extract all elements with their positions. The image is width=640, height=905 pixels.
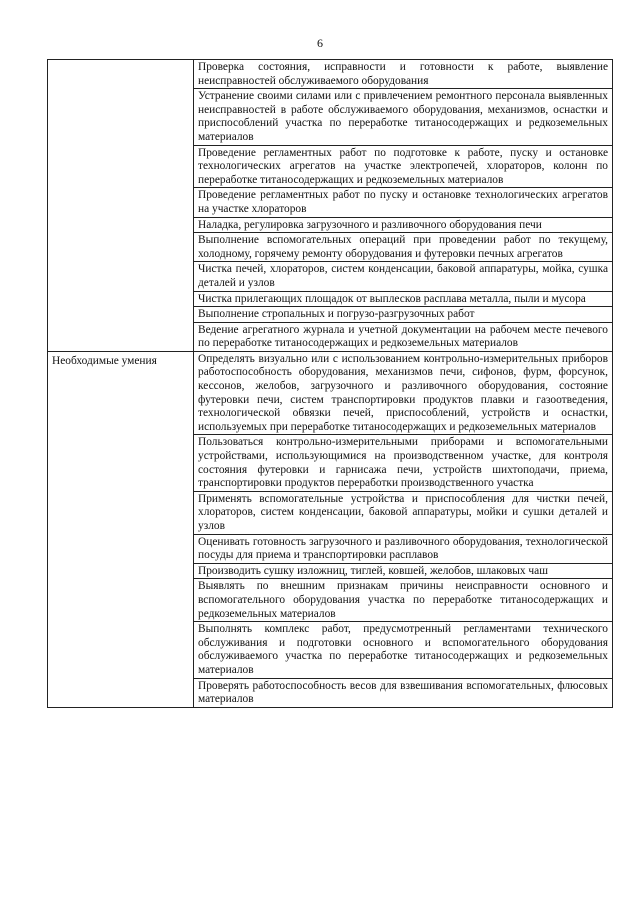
table-cell-item: Определять визуально или с использованием контрольно-измерительных приборов работоспособность оборудования, механизмов печи, сифонов, фурм, форсунок, кессонов, желобов, загрузочного и разливочного оборудования, состояние футеровки печи, систем транспортировки продуктов плавки и газоотведения, технологической обвязки печей, приспособлений, устройств и оснастки, используемых при переработке титаносодержащих и редкоземельных материалов	[194, 351, 613, 435]
table-cell-item: Пользоваться контрольно-измерительными приборами и вспомогательными устройствами, использующимися на производственном участке, для контроля состояния футеровки и гарнисажа печи, устройств шихтоподачи, приема, транспортировки продуктов переработки производственного участка	[194, 435, 613, 491]
table-cell-item: Выявлять по внешним признакам причины неисправности основного и вспомогательного оборудования участка по переработке титаносодержащих и редкоземельных материалов	[194, 579, 613, 622]
table-cell-item: Наладка, регулировка загрузочного и разливочного оборудования печи	[194, 217, 613, 233]
table-cell-item: Производить сушку изложниц, тиглей, ковшей, желобов, шлаковых чаш	[194, 563, 613, 579]
table-cell-item: Применять вспомогательные устройства и приспособления для чистки печей, хлораторов, систем конденсации, баковой аппаратуры, мойки и сушки деталей и узлов	[194, 491, 613, 534]
table-row	[48, 351, 613, 435]
table-cell-item: Проведение регламентных работ по пуску и остановке технологических агрегатов на участке хлораторов	[194, 188, 613, 217]
table-cell-item: Оценивать готовность загрузочного и разливочного оборудования, технологической посуды для приема и транспортировки расплавов	[194, 534, 613, 563]
table-cell-item: Чистка печей, хлораторов, систем конденсации, баковой аппаратуры, мойка, сушка деталей и узлов	[194, 262, 613, 291]
table-cell-item: Выполнение вспомогательных операций при проведении работ по текущему, холодному, горячему ремонту оборудования и футеровки печных агрегатов	[194, 233, 613, 262]
table-row	[48, 60, 613, 89]
table-cell-item: Выполнение стропальных и погрузо-разгрузочных работ	[194, 307, 613, 323]
table-cell-item: Проверять работоспособность весов для взвешивания вспомогательных, флюсовых материалов	[194, 678, 613, 707]
table-cell-item: Устранение своими силами или с привлечением ремонтного персонала выявленных неисправностей в работе обслуживаемого оборудования, механизмов, оснастки и приспособлений участка по переработке титаносодержащих и редкоземельных материалов	[194, 89, 613, 145]
table-cell-item: Проверка состояния, исправности и готовности к работе, выявление неисправностей обслуживаемого оборудования	[194, 60, 613, 89]
competency-table	[47, 59, 613, 708]
table-cell-item: Проведение регламентных работ по подготовке к работе, пуску и остановке технологических агрегатов на участке электропечей, хлораторов, колонн по переработке титаносодержащих и редкоземельных материалов	[194, 145, 613, 188]
table-cell-item: Чистка прилегающих площадок от выплесков расплава металла, пыли и мусора	[194, 291, 613, 307]
table-cell-item: Ведение агрегатного журнала и учетной документации на рабочем месте печевого по переработке титаносодержащих и редкоземельных материалов	[194, 322, 613, 351]
section-label-required-skills: Необходимые умения	[48, 351, 194, 707]
page-number: 6	[317, 36, 323, 50]
section-label-labor-actions	[48, 60, 194, 352]
table-cell-item: Выполнять комплекс работ, предусмотренный регламентами технического обслуживания и подготовки основного и вспомогательного оборудования обслуживаемого участка по переработке титаносодержащих и редкоземельных материалов	[194, 622, 613, 678]
